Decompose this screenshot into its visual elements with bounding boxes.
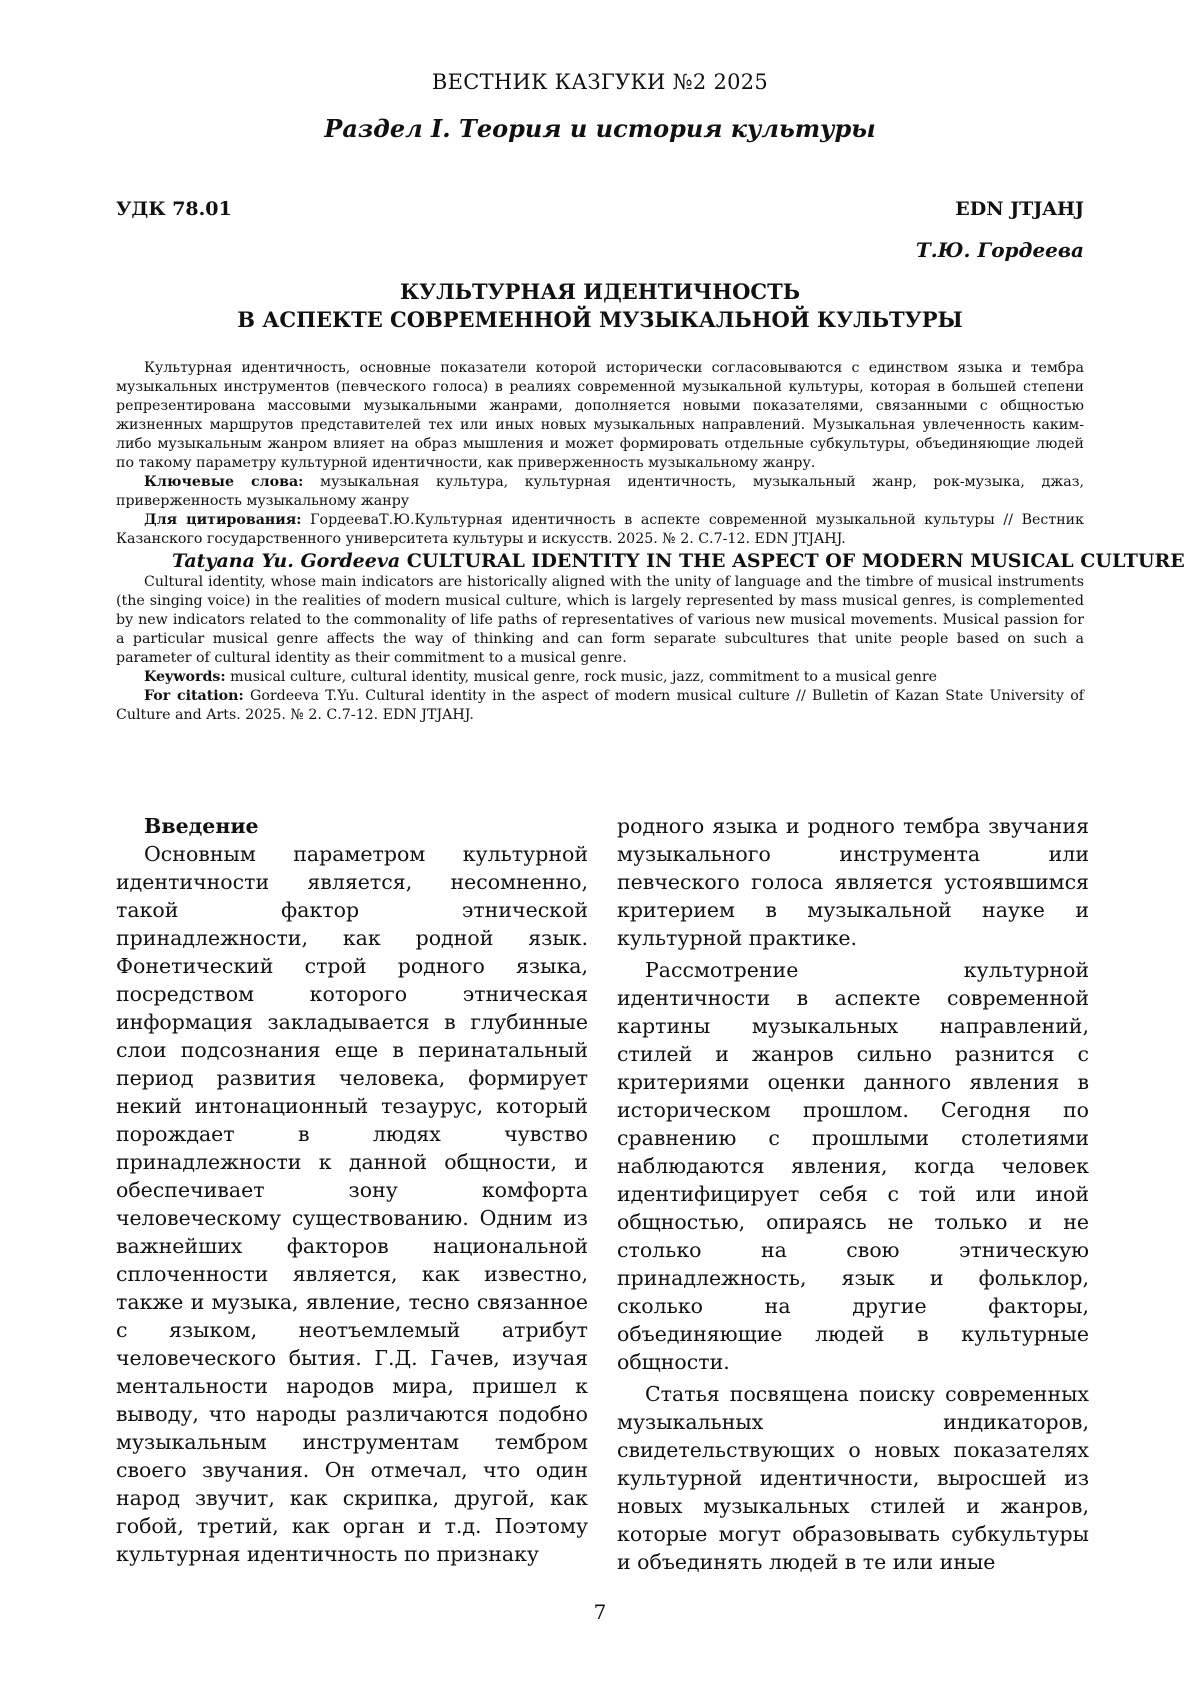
author-name: Т.Ю. Гордеева: [915, 238, 1084, 262]
english-title-text: CULTURAL IDENTITY IN THE ASPECT OF MODERN MUSICAL CULTURE: [400, 550, 1185, 572]
abstract-en: Cultural identity, whose main indicators are historically aligned with the unity of language and the timbre of musical instruments (the singing voice) in the realities of modern musical culture, which is largely represented by mass musical genres, is complemented by new indicators related to the commonality of life paths of representatives of various new musical movements. Musical passion for a particular musical genre affects the way of thinking and can form separate subcultures that unite people based on such a parameter of cultural identity as their commitment to a musical genre.: [116, 574, 1084, 666]
keywords-en-label: Keywords:: [144, 669, 226, 685]
body-column-left: [116, 812, 588, 1568]
citation-en-label: For citation:: [144, 688, 244, 704]
article-title: [0, 278, 1200, 334]
citation-en-text: Gordeeva T.Yu. Cultural identity in the aspect of modern musical culture // Bulletin of Kazan State University of Culture and Arts. 2025. № 2. С.7-12. EDN JTJAHJ.: [116, 688, 1084, 723]
journal-header: ВЕСТНИК КАЗГУКИ №2 2025: [431, 70, 769, 94]
citation-ru: [116, 511, 1084, 549]
keywords-en-text: musical culture, cultural identity, musical genre, rock music, jazz, commitment to a musical genre: [225, 669, 938, 685]
body-paragraph: родного языка и родного тембра звучания музыкального инструмента или певческого голоса является устоявшимся критерием в музыкальной науке и культурной практике.: [617, 814, 1089, 950]
edn-code: EDN JTJAHJ: [955, 198, 1084, 220]
body-paragraph: Основным параметром культурной идентичности является, несомненно, такой фактор этнической принадлежности, как родной язык. Фонетический строй родного языка, посредством которого этническая информация закладывается в глубинные слои подсознания еще в перинатальный период развития человека, формирует некий интонационный тезаурус, который порождает в людях чувство принадлежности к данной общности, и обеспечивает зону комфорта человеческому существованию. Одним из важнейших факторов национальной сплоченности является, как известно, также и музыка, явление, тесно связанное с языком, неотъемлемый атрибут человеческого бытия. Г.Д. Гачев, изучая ментальности народов мира, пришел к выводу, что народы различаются подобно музыкальным инструментам тембром своего звучания. Он отмечал, что один народ звучит, как скрипка, другой, как гобой, третий, как орган и т.д. Поэтому культурная идентичность по признаку: [116, 842, 588, 1566]
page-number: 7: [593, 1600, 607, 1624]
body-paragraph: Статья посвящена поиску современных музыкальных индикаторов, свидетельствующих о новых показателях культурной идентичности, выросшей из новых музыкальных стилей и жанров, которые могут образовывать субкультуры и объединять людей в те или иные: [617, 1382, 1089, 1574]
abstract-block: [116, 359, 1185, 725]
article-title-line-1: КУЛЬТУРНАЯ ИДЕНТИЧНОСТЬ: [399, 279, 801, 304]
english-title: [116, 549, 1185, 573]
english-author: Tatyana Yu. Gordeeva: [172, 550, 401, 572]
udk-code: УДК 78.01: [116, 198, 232, 220]
keywords-en: [116, 668, 1084, 687]
abstract-ru: Культурная идентичность, основные показатели которой исторически согласовываются с единством языка и тембра музыкальных инструментов (певческого голоса) в реалиях современной музыкальной культуры, которая в большей степени репрезентирована массовыми музыкальными жанрами, дополняется новыми показателями, связанными с общностью жизненных маршрутов представителей тех или иных новых музыкальных направлений. Музыкальная увлеченность каким-либо музыкальным жанром влияет на образ мышления и может формировать отдельные субкультуры, объединяющие людей по такому параметру культурной идентичности, как приверженность музыкальному жанру.: [116, 360, 1084, 471]
keywords-ru-text: музыкальная культура, культурная идентичность, музыкальный жанр, рок-музыка, джаз, приверженность музыкальному жанру: [116, 474, 1084, 509]
keywords-ru: [116, 473, 1084, 511]
body-column-right: [617, 812, 1089, 1576]
section-title: Раздел I. Теория и история культуры: [324, 114, 876, 143]
citation-ru-text: ГордееваТ.Ю.Культурная идентичность в аспекте современной музыкальной культуры // Вестник Казанского государственного университета культуры и искусств. 2025. № 2. С.7-12. EDN JTJAHJ.: [116, 512, 1084, 547]
keywords-ru-label: Ключевые слова:: [144, 474, 304, 490]
citation-ru-label: Для цитирования:: [144, 512, 302, 528]
section-heading-introduction: Введение: [144, 814, 259, 838]
article-title-line-2: В АСПЕКТЕ СОВРЕМЕННОЙ МУЗЫКАЛЬНОЙ КУЛЬТУРЫ: [237, 307, 963, 332]
citation-en: [116, 687, 1084, 725]
body-paragraph: Рассмотрение культурной идентичности в аспекте современной картины музыкальных направлений, стилей и жанров сильно разнится с критериями оценки данного явления в историческом прошлом. Сегодня по сравнению с прошлыми столетиями наблюдаются явления, когда человек идентифицирует себя с той или иной общностью, опираясь не только и не столько на свою этническую принадлежность, язык и фольклор, сколько на другие факторы, объединяющие людей в культурные общности.: [617, 958, 1089, 1374]
